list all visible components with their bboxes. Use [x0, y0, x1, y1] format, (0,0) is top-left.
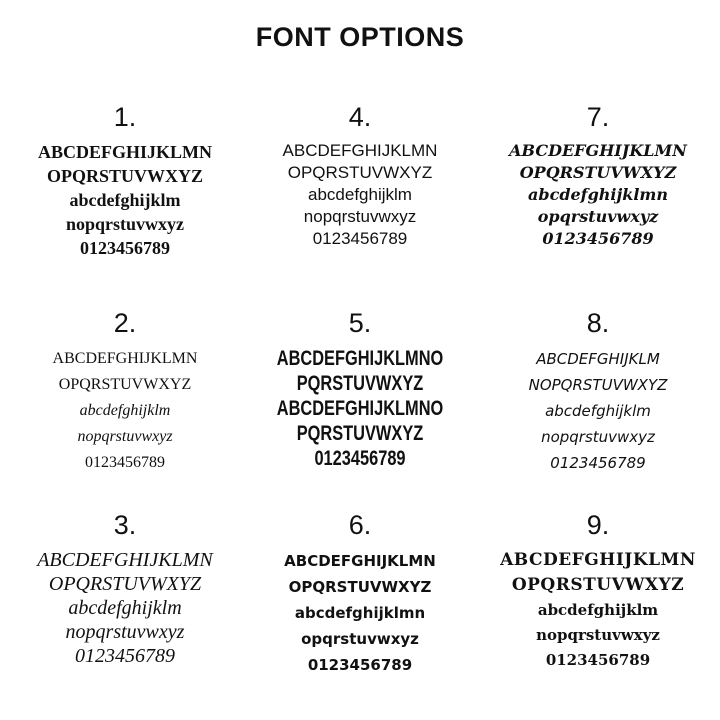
- uppercase-sample: ABCDEFGHIJKLMNO: [276, 397, 444, 420]
- uppercase-sample: OPQRSTUVWXYZ: [519, 163, 677, 182]
- digits-sample: 0123456789: [75, 645, 175, 667]
- font-option-number: 7.: [586, 102, 610, 132]
- uppercase-sample: ABCDEFGHIJKLM: [536, 350, 660, 368]
- digits-sample: 0123456789: [542, 229, 654, 248]
- lowercase-sample: abcdefghijklmn: [528, 185, 668, 204]
- uppercase-sample: ABCDEFGHIJKLMN: [52, 350, 198, 367]
- uppercase-sample: NOPQRSTUVWXYZ: [528, 376, 668, 394]
- uppercase-sample: ABCDEFGHIJKLMN: [282, 141, 438, 160]
- digits-sample: 0123456789: [550, 454, 646, 472]
- lowercase-sample: nopqrstuvwxyz: [541, 428, 655, 446]
- lowercase-sample: abcdefghijklm: [68, 597, 182, 619]
- font-option-number: 5.: [348, 308, 372, 338]
- uppercase-sample: OPQRSTUVWXYZ: [287, 163, 433, 182]
- font-option-2[interactable]: [5, 310, 245, 476]
- font-option-number: 1.: [113, 102, 137, 132]
- font-option-number: 4.: [348, 102, 372, 132]
- digits-sample: 0123456789: [312, 229, 408, 248]
- font-option-number: 9.: [586, 510, 610, 540]
- lowercase-sample: opqrstuvwxyz: [301, 630, 419, 648]
- font-option-4[interactable]: [240, 104, 480, 250]
- uppercase-sample: PQRSTUVWXYZ: [296, 372, 424, 395]
- lowercase-sample: opqrstuvwxyz: [537, 207, 659, 226]
- lowercase-sample: nopqrstuvwxyz: [77, 428, 173, 445]
- lowercase-sample: abcdefghijklm: [79, 402, 171, 419]
- font-option-8[interactable]: [478, 310, 718, 476]
- lowercase-sample: nopqrstuvwxyz: [65, 621, 185, 643]
- font-option-number: 8.: [586, 308, 610, 338]
- uppercase-sample: OPQRSTUVWXYZ: [48, 573, 202, 595]
- lowercase-sample: abcdefghijklm: [537, 601, 659, 619]
- font-option-6[interactable]: [240, 512, 480, 678]
- uppercase-sample: ABCDEFGHIJKLMN: [284, 552, 436, 570]
- font-option-5[interactable]: [240, 310, 480, 471]
- lowercase-sample: nopqrstuvwxyz: [536, 626, 660, 644]
- uppercase-sample: ABCDEFGHIJKLMN: [37, 142, 212, 162]
- uppercase-sample: OPQRSTUVWXYZ: [511, 575, 685, 595]
- font-option-7[interactable]: [478, 104, 718, 250]
- digits-sample: 0123456789: [545, 651, 651, 669]
- uppercase-sample: OPQRSTUVWXYZ: [46, 166, 203, 186]
- lowercase-sample: nopqrstuvwxyz: [65, 214, 185, 234]
- page-title: FONT OPTIONS: [255, 22, 465, 52]
- lowercase-sample: abcdefghijklmn: [294, 604, 426, 622]
- digits-sample: 0123456789: [85, 454, 165, 471]
- font-option-3[interactable]: [5, 512, 245, 668]
- digits-sample: 0123456789: [307, 656, 413, 674]
- uppercase-sample: OPQRSTUVWXYZ: [58, 376, 192, 393]
- lowercase-sample: abcdefghijklm: [545, 402, 651, 420]
- uppercase-sample: ABCDEFGHIJKLMNO: [276, 347, 444, 370]
- font-option-1[interactable]: [5, 104, 245, 260]
- lowercase-sample: nopqrstuvwxyz: [303, 207, 417, 226]
- font-option-number: 3.: [113, 510, 137, 540]
- digits-sample: 0123456789: [80, 238, 170, 258]
- uppercase-sample: ABCDEFGHIJKLMN: [509, 141, 687, 160]
- uppercase-sample: ABCDEFGHIJKLMN: [500, 550, 696, 570]
- font-option-9[interactable]: [478, 512, 718, 673]
- digits-sample: 0123456789: [314, 447, 406, 470]
- font-option-number: 6.: [348, 510, 372, 540]
- uppercase-sample: OPQRSTUVWXYZ: [288, 578, 432, 596]
- uppercase-sample: ABCDEFGHIJKLMN: [37, 549, 213, 571]
- uppercase-sample: PQRSTUVWXYZ: [296, 422, 424, 445]
- font-option-number: 2.: [113, 308, 137, 338]
- lowercase-sample: abcdefghijklm: [69, 190, 181, 210]
- lowercase-sample: abcdefghijklm: [308, 185, 412, 204]
